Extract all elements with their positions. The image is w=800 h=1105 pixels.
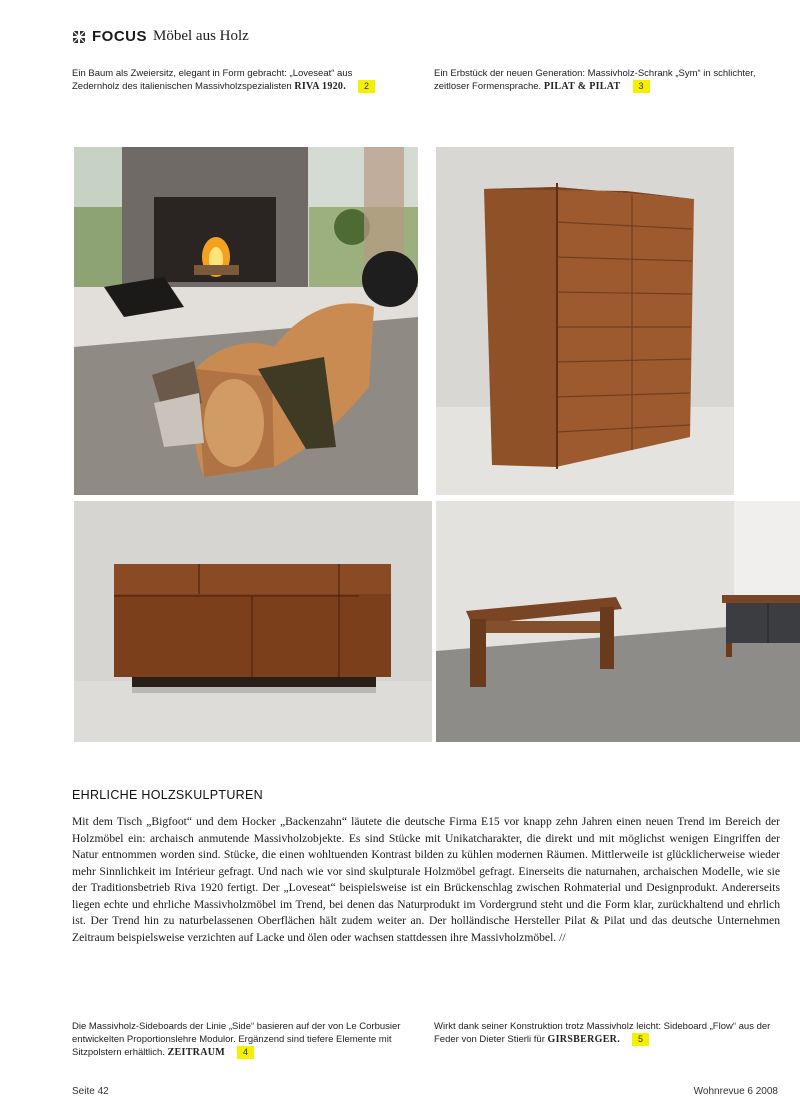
page-header [72, 28, 249, 45]
header-section-title: Möbel aus Holz [153, 28, 249, 44]
article-body: Mit dem Tisch „Bigfoot“ und dem Hocker „Backenzahn“ läutete die deutsche Firma E15 vor knapp zehn Jahren einen neuen Trend im Bereich der Holzmöbel ein: archaisch anmutende Massivholzobjekte. Es sind Stücke mit Unikatcharakter, die direkt und mit möglichst wenigen Eingriffen der Natur entnommen worden sind. Stücke, die einen wohltuenden Kontrast bilden zu kühlen modernen Räumen. Mittlerweile ist glücklicherweise wieder mehr Sinnlichkeit im Intérieur gefragt. Und nach wie vor sind skulpturale Holzmöbel gefragt. Einerseits die naturnahen, archaischen Modelle, wie sie der Traditionsbetrieb Riva 1920 fertigt. Der „Loveseat“ beispielsweise ist ein Brückenschlag zwischen Rohmaterial und Designprodukt. Andererseits liegen echte und ehrliche Massivholzmöbel im Trend, bei denen das Naturprodukt im Vordergrund steht und die Form klar, zurückhaltend und ehrlich ist. Der Trend hin zu naturbelassenen Oberflächen hält zudem weiter an. Der holländische Hersteller Pilat & Pilat und das deutsche Unternehmen Zeitraum beispielsweise verzichten auf Lacke und ölen oder wachsen stattdessen ihre Massivholzmöbel. // [72, 815, 780, 944]
caption-4-text: Die Massivholz-Sideboards der Linie „Side“ basieren auf der von Le Corbusier entwickelten Proportionslehre Modulor. Ergänzend sind tiefere Elemente mit Sitzpolstern erhältlich. [72, 1021, 401, 1058]
caption-4-brand: ZEITRAUM [167, 1047, 225, 1058]
photo-side-sideboard [74, 501, 432, 742]
caption-3-marker: 3 [633, 80, 650, 93]
photo-sym-cabinet [436, 147, 734, 495]
magazine-issue: Wohnrevue 6 2008 [693, 1086, 778, 1097]
caption-2 [72, 67, 402, 93]
header-focus-label: FOCUS [92, 28, 147, 45]
photo-flow-sideboard [436, 501, 800, 742]
page-number: Seite 42 [72, 1086, 109, 1097]
caption-5-brand: GIRSBERGER. [547, 1034, 621, 1045]
caption-4-marker: 4 [237, 1046, 254, 1059]
caption-3-brand: PILAT & PILAT [543, 81, 621, 92]
caption-2-marker: 2 [358, 80, 375, 93]
caption-5 [434, 1020, 774, 1046]
caption-4 [72, 1020, 412, 1059]
article-headline: EHRLICHE HOLZSKULPTUREN [72, 788, 263, 802]
caption-5-marker: 5 [632, 1033, 649, 1046]
caption-2-text: Ein Baum als Zweiersitz, elegant in Form gebracht: „Loveseat“ aus Zedernholz des italienischen Massivholzspezialisten [72, 68, 353, 92]
photo-loveseat [74, 147, 418, 495]
caption-3-text: Ein Erbstück der neuen Generation: Massivholz-Schrank „Sym“ in schlichter, zeitloser Formensprache. [434, 68, 756, 92]
focus-logo-icon [72, 30, 86, 44]
caption-3 [434, 67, 774, 93]
caption-5-text: Wirkt dank seiner Konstruktion trotz Massivholz leicht: Sideboard „Flow“ aus der Feder von Dieter Stierli für [434, 1021, 771, 1045]
caption-2-brand: RIVA 1920. [294, 81, 347, 92]
